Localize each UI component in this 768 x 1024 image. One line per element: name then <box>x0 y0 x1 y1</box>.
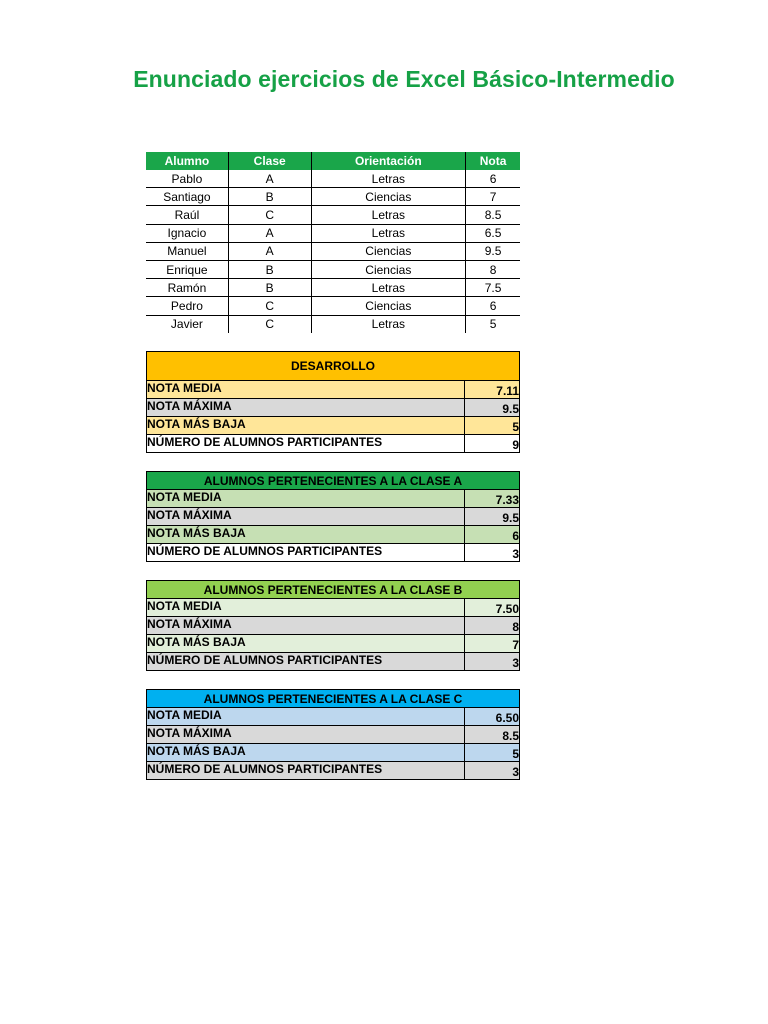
cell-alumno: Enrique <box>146 260 228 278</box>
summary-value: 8 <box>465 617 520 635</box>
table-row <box>146 188 520 206</box>
cell-orientacion: Letras <box>311 170 466 188</box>
summary-label: NÚMERO DE ALUMNOS PARTICIPANTES <box>147 762 465 780</box>
cell-orientacion: Ciencias <box>311 297 466 315</box>
cell-alumno: Javier <box>146 315 228 333</box>
summary-label: NOTA MÁXIMA <box>147 508 465 526</box>
cell-clase: B <box>228 279 311 297</box>
summary-header-row <box>147 581 520 599</box>
cell-alumno: Manuel <box>146 242 228 260</box>
cell-clase: C <box>228 206 311 224</box>
cell-clase: A <box>228 224 311 242</box>
table-row <box>146 315 520 333</box>
summary-value: 3 <box>465 653 520 671</box>
summary-row <box>147 653 520 671</box>
summary-value: 7.11 <box>465 381 520 399</box>
summary-value: 7.50 <box>465 599 520 617</box>
summary-row <box>147 599 520 617</box>
summary-label: NOTA MÁXIMA <box>147 617 465 635</box>
cell-orientacion: Letras <box>311 315 466 333</box>
summary-table-clase-b <box>146 580 520 671</box>
students-header-row <box>146 152 520 170</box>
table-row <box>146 170 520 188</box>
summary-label: NOTA MÁXIMA <box>147 399 465 417</box>
summary-row <box>147 417 520 435</box>
students-table <box>146 152 520 333</box>
table-row <box>146 206 520 224</box>
summary-header: ALUMNOS PERTENECIENTES A LA CLASE B <box>147 581 520 599</box>
summary-value: 3 <box>465 762 520 780</box>
cell-alumno: Ignacio <box>146 224 228 242</box>
cell-orientacion: Letras <box>311 279 466 297</box>
cell-nota: 8 <box>466 260 520 278</box>
summary-header-row <box>147 472 520 490</box>
summary-row <box>147 762 520 780</box>
header-alumno: Alumno <box>146 152 228 170</box>
summary-label: NÚMERO DE ALUMNOS PARTICIPANTES <box>147 435 465 453</box>
cell-clase: B <box>228 188 311 206</box>
cell-nota: 6 <box>466 297 520 315</box>
header-nota: Nota <box>466 152 520 170</box>
summary-row <box>147 744 520 762</box>
table-row <box>146 224 520 242</box>
cell-orientacion: Ciencias <box>311 242 466 260</box>
summary-value: 6 <box>465 526 520 544</box>
summary-header-row <box>147 690 520 708</box>
cell-nota: 7 <box>466 188 520 206</box>
cell-nota: 6.5 <box>466 224 520 242</box>
cell-alumno: Pablo <box>146 170 228 188</box>
summary-row <box>147 399 520 417</box>
header-clase: Clase <box>228 152 311 170</box>
summary-value: 8.5 <box>465 726 520 744</box>
cell-clase: C <box>228 315 311 333</box>
table-row <box>146 260 520 278</box>
summary-label: NOTA MÁS BAJA <box>147 744 465 762</box>
summary-label: NOTA MEDIA <box>147 708 465 726</box>
summary-value: 7.33 <box>465 490 520 508</box>
cell-nota: 5 <box>489 317 497 332</box>
cell-clase: B <box>228 260 311 278</box>
cell-alumno: Raúl <box>146 206 228 224</box>
cell-orientacion: Letras <box>311 224 466 242</box>
summary-row <box>147 617 520 635</box>
cell-clase: A <box>228 170 311 188</box>
summary-table-clase-c <box>146 689 520 780</box>
summary-label: NOTA MÁXIMA <box>147 726 465 744</box>
table-row <box>146 279 520 297</box>
summary-value: 5 <box>465 744 520 762</box>
summary-row <box>147 508 520 526</box>
cell-alumno: Ramón <box>146 279 228 297</box>
summary-row <box>147 490 520 508</box>
summary-value: 6.50 <box>465 708 520 726</box>
summary-label: NOTA MEDIA <box>147 490 465 508</box>
table-row <box>146 297 520 315</box>
summary-value: 5 <box>465 417 520 435</box>
page-title: Enunciado ejercicios de Excel Básico-Intermedio <box>133 66 675 92</box>
summary-value: 9.5 <box>465 399 520 417</box>
summary-label: NOTA MÁS BAJA <box>147 417 465 435</box>
cell-orientacion: Letras <box>311 206 466 224</box>
cell-nota: 9.5 <box>466 242 520 260</box>
summary-table-clase-a <box>146 471 520 562</box>
summary-value: 7 <box>465 635 520 653</box>
summary-value: 9 <box>465 435 520 453</box>
summary-row <box>147 381 520 399</box>
cell-alumno: Pedro <box>146 297 228 315</box>
summary-row <box>147 635 520 653</box>
summary-label: NOTA MÁS BAJA <box>147 526 465 544</box>
summary-value: 9.5 <box>465 508 520 526</box>
cell-nota: 6 <box>466 170 520 188</box>
summary-header: DESARROLLO <box>147 352 520 381</box>
cell-clase: A <box>228 242 311 260</box>
summary-value: 3 <box>465 544 520 562</box>
summary-header-row <box>147 352 520 381</box>
cell-nota: 8.5 <box>466 206 520 224</box>
summary-row <box>147 726 520 744</box>
table-row <box>146 242 520 260</box>
cell-orientacion: Ciencias <box>311 260 466 278</box>
summary-label: NÚMERO DE ALUMNOS PARTICIPANTES <box>147 544 465 562</box>
cell-nota: 7.5 <box>466 279 520 297</box>
summary-table-desarrollo <box>146 351 520 453</box>
summary-label: NOTA MEDIA <box>147 381 465 399</box>
header-orientacion: Orientación <box>311 152 466 170</box>
summary-label: NOTA MÁS BAJA <box>147 635 465 653</box>
summary-row <box>147 435 520 453</box>
summary-row <box>147 544 520 562</box>
summary-row <box>147 526 520 544</box>
summary-label: NÚMERO DE ALUMNOS PARTICIPANTES <box>147 653 465 671</box>
summary-header: ALUMNOS PERTENECIENTES A LA CLASE C <box>147 690 520 708</box>
summary-header: ALUMNOS PERTENECIENTES A LA CLASE A <box>147 472 520 490</box>
cell-orientacion: Ciencias <box>311 188 466 206</box>
summary-row <box>147 708 520 726</box>
cell-clase: C <box>228 297 311 315</box>
summary-label: NOTA MEDIA <box>147 599 465 617</box>
cell-alumno: Santiago <box>146 188 228 206</box>
